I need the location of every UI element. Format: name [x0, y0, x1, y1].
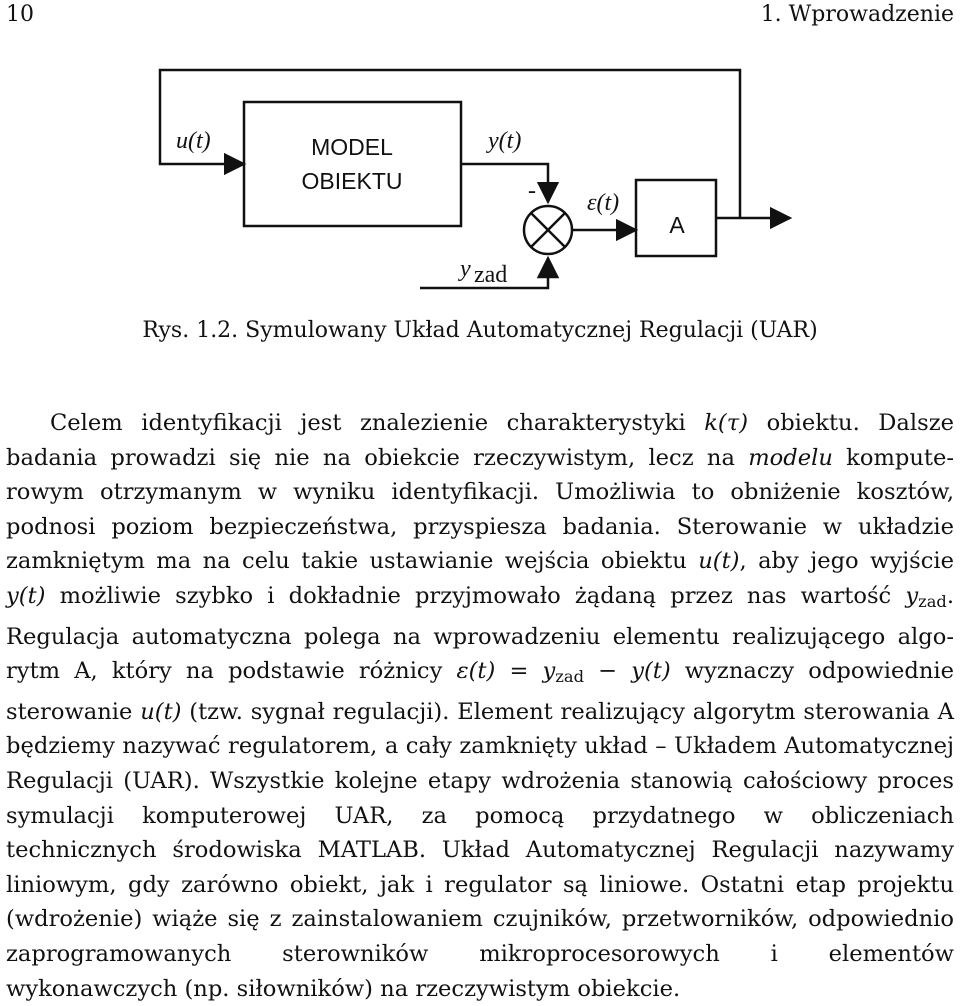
minus-sign: -	[528, 178, 536, 204]
block-diagram	[0, 40, 960, 320]
math-u-t: u(t)	[698, 548, 740, 575]
math-k-tau: k(τ)	[704, 410, 749, 436]
signal-yzad-subscript: zad	[474, 262, 508, 288]
model-object-box	[244, 102, 461, 226]
figure-caption: Rys. 1.2. Symulowany Układ Automatycznej Regulacji (UAR)	[142, 318, 818, 343]
signal-eps-label: ε(t)	[587, 190, 620, 216]
math-u-t-2: u(t)	[140, 698, 182, 725]
signal-u-label: u(t)	[176, 128, 211, 154]
page-number: 10	[6, 2, 34, 27]
body-paragraph: Celem identyfikacji jest znalezienie charakterystyki k(τ) obiektu. Dalsze badania prowadzi się nie na obiekcie rzeczywistym, lecz na modelu komputerowym otrzymanym w wyniku identyfikacji. Umożliwia to obniżenie kosztów, podnosi poziom bezpieczeństwa, przyspiesza badania. Sterowanie w układzie zamkniętym ma na celu takie ustawianie wejścia obiektu u(t), aby jego wyjście y(t) możliwie szybko i dokładnie przyjmowało żądaną przez nas wartość $y_{zad}$. Regulacja automatyczna polega na wprowadzeniu elementu realizującego algorytm A, który na podstawie różnicy $\varepsilon(t) = y_{zad} - y(t)$ wyznaczy odpowiednie sterowanie u(t) (tzw. sygnał regulacji). Element realizujący algorytm sterowania A będziemy nazywać regulatorem, a cały zamknięty układ – Układem Automatycznej Regulacji (UAR). Wszystkie kolejne etapy wdrożenia stanowią całościowy proces symulacji komputerowej UAR, za pomocą przydatnego w obliczeniach technicznych środowiska MATLAB. Układ Automatycznej Regulacji nazywamy liniowym, gdy zarówno obiekt, jak i regulator są liniowe. Ostatni etap projektu (wdrożenie) wiąże się z zainstalowaniem czujników, przetworników, odpowiednio zaprogramowanych sterowników mikroprocesorowych i elementów wykonawczych (np. siłowników) na rzeczywistym obiekcie.	[6, 410, 954, 1002]
running-chapter-title: 1. Wprowadzenie	[760, 2, 954, 27]
model-box-line1: MODEL	[311, 134, 393, 160]
page-header	[0, 0, 960, 32]
feedback-line	[160, 70, 740, 218]
summing-junction	[524, 206, 572, 254]
controller-label: A	[669, 212, 685, 238]
model-box-line2: OBIEKTU	[301, 168, 403, 194]
signal-yzad-label: y	[460, 256, 471, 282]
math-y-t: y(t)	[6, 582, 46, 609]
math-y-zad: $y_{zad}$	[905, 582, 947, 612]
signal-y-label: y(t)	[488, 128, 522, 154]
emph-modelu: modelu	[748, 444, 833, 471]
math-epsilon-eq: $\varepsilon(t) = y_{zad} - y(t)$	[456, 658, 671, 687]
